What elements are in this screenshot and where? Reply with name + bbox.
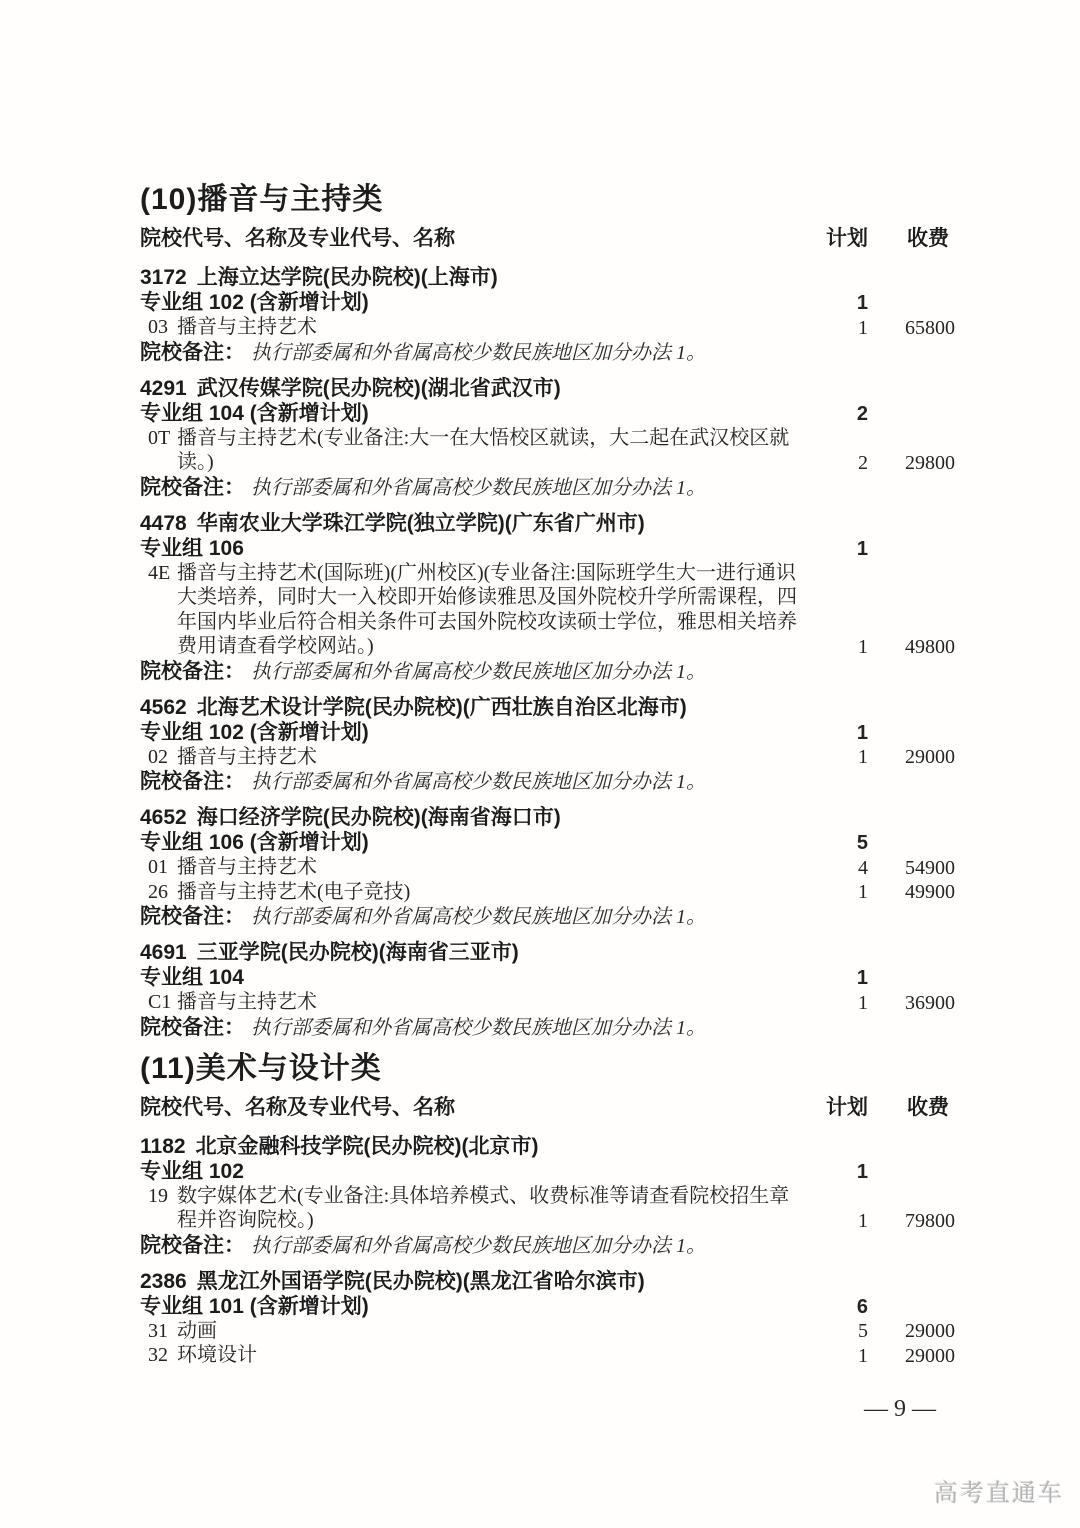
major-row	[140, 561, 955, 659]
major-fee: 29000	[905, 1344, 955, 1367]
group-plan: 1	[856, 537, 868, 560]
remark-label: 院校备注：	[140, 659, 245, 683]
school-line	[140, 695, 955, 720]
column-name-header: 院校代号、名称及专业代号、名称	[140, 227, 455, 250]
group-plan: 6	[856, 1295, 868, 1318]
column-fee-header: 收费	[907, 227, 949, 250]
major-name-cell	[140, 1343, 798, 1368]
major-code: 03	[148, 316, 168, 338]
school-block	[140, 1134, 955, 1259]
major-plan: 5	[858, 1320, 868, 1342]
major-code: 31	[148, 1319, 168, 1342]
major-fee: 79800	[905, 1209, 955, 1232]
page-content	[140, 182, 955, 1378]
table-header	[140, 226, 955, 251]
school-line	[140, 376, 955, 401]
major-plan: 4	[858, 856, 868, 879]
group-row	[140, 401, 955, 426]
remark-label: 院校备注：	[140, 475, 245, 499]
remark-label: 院校备注：	[140, 1015, 245, 1039]
major-code: 02	[148, 745, 168, 768]
column-fee-header: 收费	[907, 1095, 949, 1119]
group-label: 专业组 102	[140, 1159, 244, 1183]
major-row	[140, 745, 955, 770]
remark-label: 院校备注：	[140, 770, 245, 793]
column-plan-header: 计划	[826, 1095, 868, 1119]
major-row	[140, 855, 955, 880]
major-name: 播音与主持艺术(国际班)(广州校区)(专业备注:国际班学生大一进行通识大类培养，同时大一入校即开始修读雅思及国外院校升学所需课程，四年国内毕业后符合相关条件可去国外院校攻读硕士学位，雅思相关培养费用请查看学校网站。)	[177, 561, 797, 657]
major-row	[140, 1184, 955, 1233]
major-name-cell	[140, 561, 798, 659]
school-code: 3172	[140, 266, 187, 289]
group-label: 专业组 104	[140, 966, 244, 989]
school-line	[140, 1134, 955, 1159]
major-name-cell	[140, 1319, 798, 1344]
major-name: 播音与主持艺术	[177, 856, 317, 878]
group-plan: 1	[856, 721, 868, 744]
major-name-cell	[140, 990, 798, 1015]
major-name-cell	[140, 315, 798, 340]
major-plan: 1	[858, 881, 868, 903]
school-name: 黑龙江外国语学院(民办院校)(黑龙江省哈尔滨市)	[196, 1269, 645, 1293]
watermark: 高考直通车	[934, 1480, 1064, 1507]
school-code: 4291	[140, 376, 187, 400]
major-row	[140, 315, 955, 340]
remark-row	[140, 904, 955, 930]
remark-row	[140, 475, 955, 501]
school-name: 华南农业大学珠江学院(独立学院)(广东省广州市)	[196, 511, 645, 535]
major-code: 26	[148, 880, 168, 903]
major-row	[140, 1343, 955, 1368]
school-code: 4691	[140, 941, 187, 964]
group-row	[140, 965, 955, 990]
school-name: 北京金融科技学院(民办院校)(北京市)	[195, 1134, 539, 1158]
major-name-cell	[140, 1184, 798, 1233]
school-line	[140, 805, 955, 830]
school-line	[140, 1269, 955, 1294]
major-code: 19	[148, 1184, 168, 1207]
major-fee: 29000	[905, 746, 955, 768]
major-plan: 1	[858, 1344, 868, 1367]
group-label: 专业组 106	[140, 536, 244, 560]
group-plan: 5	[856, 832, 868, 854]
school-line	[140, 940, 955, 965]
school-block	[140, 265, 955, 366]
major-plan: 1	[858, 635, 868, 658]
major-row	[140, 426, 955, 475]
section-title: (11)美术与设计类	[140, 1051, 382, 1085]
remark-label: 院校备注：	[140, 340, 245, 364]
school-line	[140, 511, 955, 536]
school-code: 2386	[140, 1269, 187, 1293]
major-plan: 1	[858, 1209, 868, 1232]
major-plan: 1	[858, 991, 868, 1014]
major-code: C1	[148, 991, 172, 1013]
major-fee: 29800	[905, 451, 955, 474]
remark-row	[140, 340, 955, 366]
remark-text: 执行部委属和外省属高校少数民族地区加分办法 1。	[251, 341, 706, 364]
school-block	[140, 511, 955, 685]
group-label: 专业组 106 (含新增计划)	[140, 831, 369, 854]
school-name: 北海艺术设计学院(民办院校)(广西壮族自治区北海市)	[196, 695, 687, 719]
school-code: 4562	[140, 695, 187, 719]
section-title: (10)播音与主持类	[140, 183, 384, 216]
major-fee: 49900	[905, 881, 955, 903]
group-plan: 1	[856, 967, 868, 989]
school-block	[140, 1269, 955, 1368]
major-code: 32	[148, 1344, 168, 1366]
group-plan: 2	[856, 402, 868, 425]
group-row	[140, 1159, 955, 1184]
major-name: 播音与主持艺术	[177, 745, 317, 768]
remark-row	[140, 769, 955, 795]
major-name: 播音与主持艺术	[177, 316, 317, 338]
major-name: 数字媒体艺术(专业备注:具体培养模式、收费标准等请查看院校招生章程并咨询院校。)	[177, 1184, 790, 1231]
major-row	[140, 1319, 955, 1344]
major-plan: 1	[858, 746, 868, 768]
group-label: 专业组 104 (含新增计划)	[140, 401, 369, 425]
school-name: 武汉传媒学院(民办院校)(湖北省武汉市)	[196, 376, 561, 400]
school-name: 上海立达学院(民办院校)(上海市)	[196, 266, 498, 289]
major-name-cell	[140, 745, 798, 770]
school-name: 海口经济学院(民办院校)(海南省海口市)	[196, 806, 561, 829]
major-name-cell	[140, 855, 798, 880]
school-block	[140, 940, 955, 1041]
major-name-cell	[140, 426, 798, 475]
group-label: 专业组 102 (含新增计划)	[140, 720, 369, 744]
page-number: — 9 —	[864, 1396, 936, 1422]
remark-text: 执行部委属和外省属高校少数民族地区加分办法 1。	[251, 906, 706, 928]
group-row	[140, 1294, 955, 1319]
major-plan: 2	[858, 451, 868, 474]
column-plan-header: 计划	[826, 227, 868, 250]
remark-text: 执行部委属和外省属高校少数民族地区加分办法 1。	[251, 476, 706, 499]
group-row	[140, 830, 955, 855]
school-block	[140, 695, 955, 796]
major-code: 0T	[148, 426, 171, 449]
major-name: 播音与主持艺术(专业备注:大一在大悟校区就读，大二起在武汉校区就读。)	[177, 426, 790, 473]
remark-text: 执行部委属和外省属高校少数民族地区加分办法 1。	[251, 1234, 706, 1257]
major-name: 环境设计	[177, 1344, 257, 1366]
remark-label: 院校备注：	[140, 1233, 245, 1257]
column-name-header: 院校代号、名称及专业代号、名称	[140, 1095, 455, 1119]
school-block	[140, 376, 955, 501]
remark-label: 院校备注：	[140, 905, 245, 928]
major-code: 4E	[148, 561, 171, 584]
school-code: 4652	[140, 806, 187, 829]
group-plan: 1	[856, 292, 868, 314]
remark-row	[140, 1015, 955, 1041]
major-code: 01	[148, 856, 168, 878]
group-row	[140, 536, 955, 561]
group-plan: 1	[856, 1160, 868, 1183]
remark-row	[140, 659, 955, 685]
major-fee: 36900	[905, 991, 955, 1014]
major-fee: 29000	[905, 1320, 955, 1342]
major-name: 播音与主持艺术	[177, 991, 317, 1013]
remark-row	[140, 1233, 955, 1259]
group-label: 专业组 102 (含新增计划)	[140, 291, 369, 314]
major-fee: 49800	[905, 635, 955, 658]
group-row	[140, 720, 955, 745]
remark-text: 执行部委属和外省属高校少数民族地区加分办法 1。	[251, 660, 706, 683]
remark-text: 执行部委属和外省属高校少数民族地区加分办法 1。	[251, 771, 706, 793]
major-name-cell	[140, 880, 798, 905]
school-code: 1182	[140, 1134, 186, 1158]
school-line	[140, 265, 955, 290]
school-block	[140, 805, 955, 930]
major-plan: 1	[858, 316, 868, 339]
group-label: 专业组 101 (含新增计划)	[140, 1294, 369, 1318]
major-name: 动画	[177, 1319, 217, 1342]
major-name: 播音与主持艺术(电子竞技)	[177, 880, 411, 903]
remark-text: 执行部委属和外省属高校少数民族地区加分办法 1。	[251, 1016, 706, 1039]
school-name: 三亚学院(民办院校)(海南省三亚市)	[196, 941, 519, 964]
major-fee: 54900	[905, 856, 955, 879]
major-fee: 65800	[905, 316, 955, 339]
table-header	[140, 1095, 955, 1120]
major-row	[140, 990, 955, 1015]
school-code: 4478	[140, 511, 187, 535]
group-row	[140, 290, 955, 315]
major-row	[140, 880, 955, 905]
